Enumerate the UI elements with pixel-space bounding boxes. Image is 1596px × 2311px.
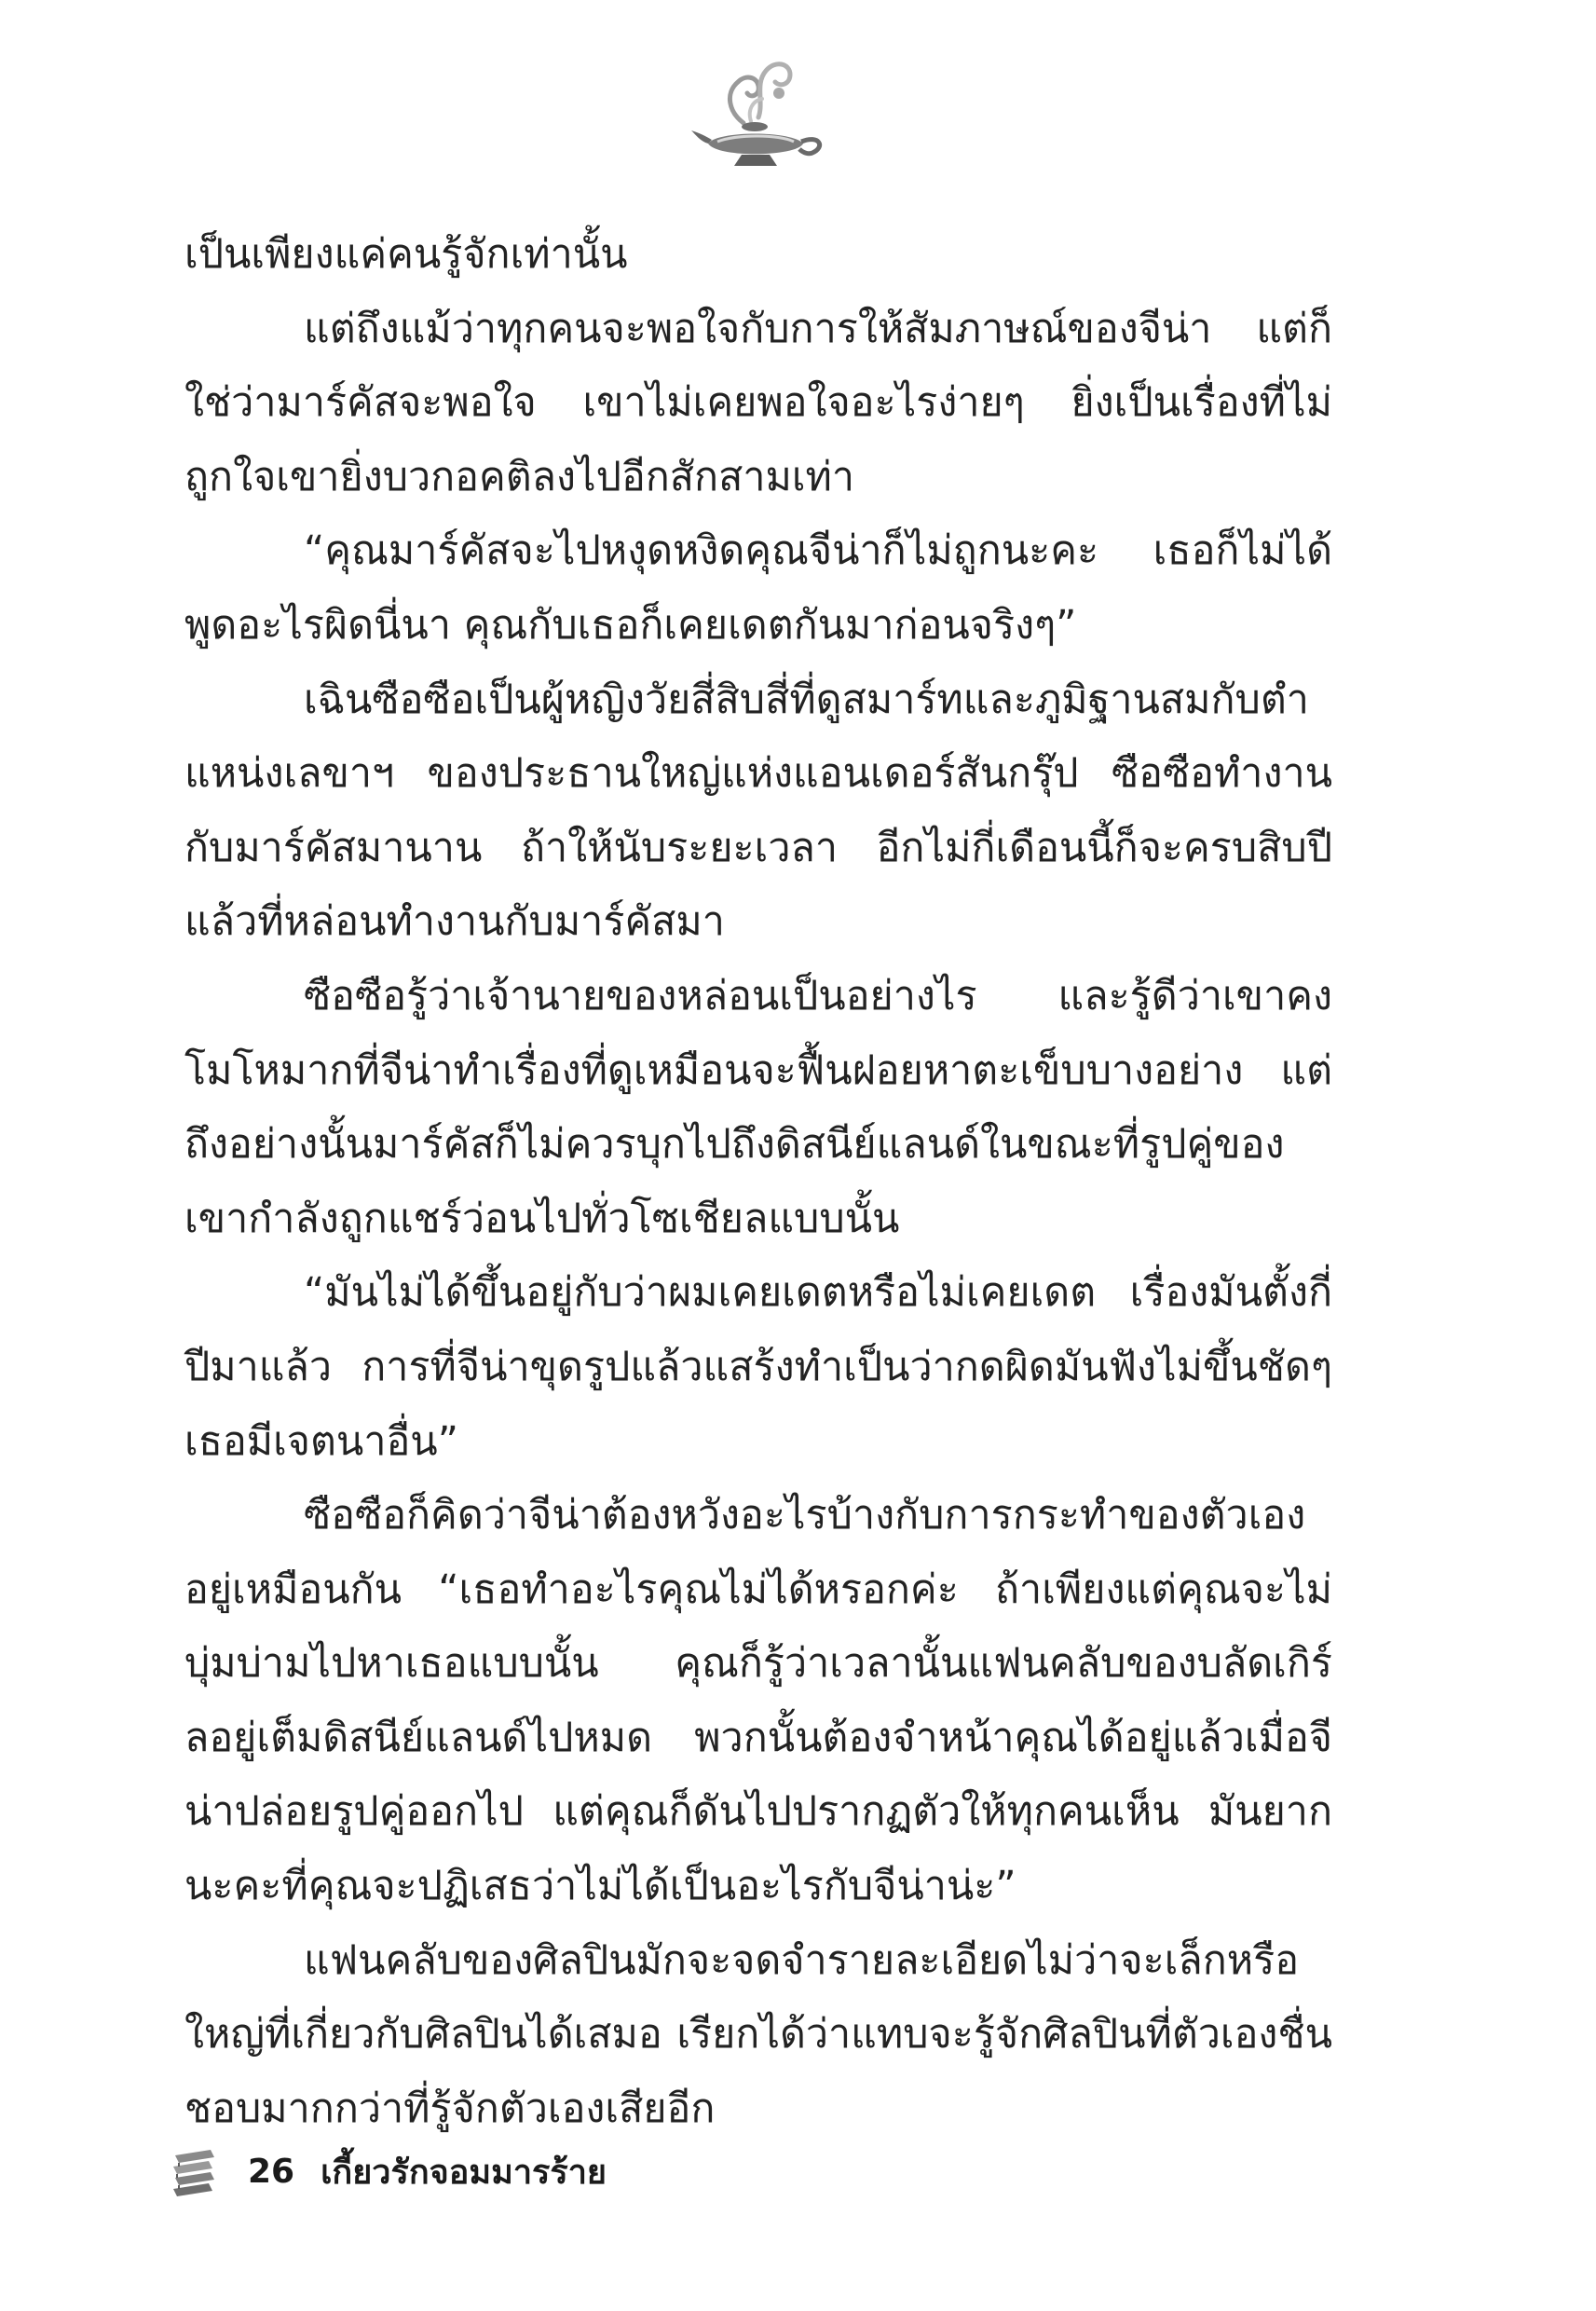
paragraph: แต่ถึงแม้ว่าทุกคนจะพอใจกับการให้สัมภาษณ์ของจีน่า แต่ก็ใช่ว่ามาร์คัสจะพอใจ เขาไม่เคยพอใจอะไรง่ายๆ ยิ่งเป็นเรื่องที่ไม่ถูกใจเขายิ่งบวกอคติลงไปอีกสักสามเท่า — [184, 305, 1332, 500]
paragraph: ซือซือก็คิดว่าจีน่าต้องหวังอะไรบ้างกับการกระทำของตัวเองอยู่เหมือนกัน “เธอทำอะไรคุณไม่ได้หรอกค่ะ ถ้าเพียงแต่คุณจะไม่บุ่มบ่ามไปหาเธอแบบนั้น คุณก็รู้ว่าเวลานั้นแฟนคลับของบลัดเกิร์ลอยู่เต็มดิสนีย์แลนด์ไปหมด พวกนั้นต้องจำหน้าคุณได้อยู่แล้วเมื่อจีน่าปล่อยรูปคู่ออกไป แต่คุณก็ดันไปปรากฏตัวให้ทุกคนเห็น มันยากนะคะที่คุณจะปฏิเสธว่าไม่ได้เป็นอะไรกับจีน่าน่ะ” — [184, 1492, 1332, 1910]
page-footer — [168, 2143, 607, 2199]
page-number: 26 — [248, 2152, 295, 2191]
body-text — [184, 218, 1332, 2146]
paragraph: “คุณมาร์คัสจะไปหงุดหงิดคุณจีน่าก็ไม่ถูกนะคะ เธอก็ไม่ได้พูดอะไรผิดนี่นา คุณกับเธอก็เคยเดตกันมาก่อนจริงๆ” — [184, 527, 1332, 649]
genie-lamp-icon — [689, 56, 829, 172]
book-title: เกี้ยวรักจอมมารร้าย — [321, 2153, 607, 2192]
paragraph: เป็นเพียงแค่คนรู้จักเท่านั้น — [184, 231, 628, 278]
paragraph: เฉินซือซือเป็นผู้หญิงวัยสี่สิบสี่ที่ดูสมาร์ทและภูมิฐานสมกับตำแหน่งเลขาฯ ของประธานใหญ่แห่งแอนเดอร์สันกรุ๊ป ซือซือทำงานกับมาร์คัสมานาน ถ้าให้นับระยะเวลา อีกไม่กี่เดือนนี้ก็จะครบสิบปีแล้วที่หล่อนทำงานกับมาร์คัสมา — [184, 676, 1332, 946]
paragraph: “มันไม่ได้ขึ้นอยู่กับว่าผมเคยเดตหรือไม่เคยเดต เรื่องมันตั้งกี่ปีมาแล้ว การที่จีน่าขุดรูปแล้วแสร้งทำเป็นว่ากดผิดมันฟังไม่ขึ้นชัดๆ เธอมีเจตนาอื่น” — [184, 1269, 1332, 1465]
paragraph: ซือซือรู้ว่าเจ้านายของหล่อนเป็นอย่างไร และรู้ดีว่าเขาคงโมโหมากที่จีน่าทำเรื่องที่ดูเหมือนจะฟื้นฝอยหาตะเข็บบางอย่าง แต่ถึงอย่างนั้นมาร์คัสก็ไม่ควรบุกไปถึงดิสนีย์แลนด์ในขณะที่รูปคู่ของเขากำลังถูกแชร์ว่อนไปทั่วโซเชียลแบบนั้น — [184, 972, 1332, 1242]
paragraph: แฟนคลับของศิลปินมักจะจดจำรายละเอียดไม่ว่าจะเล็กหรือใหญ่ที่เกี่ยวกับศิลปินได้เสมอ เรียกได้ว่าแทบจะรู้จักศิลปินที่ตัวเองชื่นชอบมากกว่าที่รู้จักตัวเองเสียอีก — [184, 1936, 1332, 2132]
book-stack-icon — [168, 2144, 220, 2198]
